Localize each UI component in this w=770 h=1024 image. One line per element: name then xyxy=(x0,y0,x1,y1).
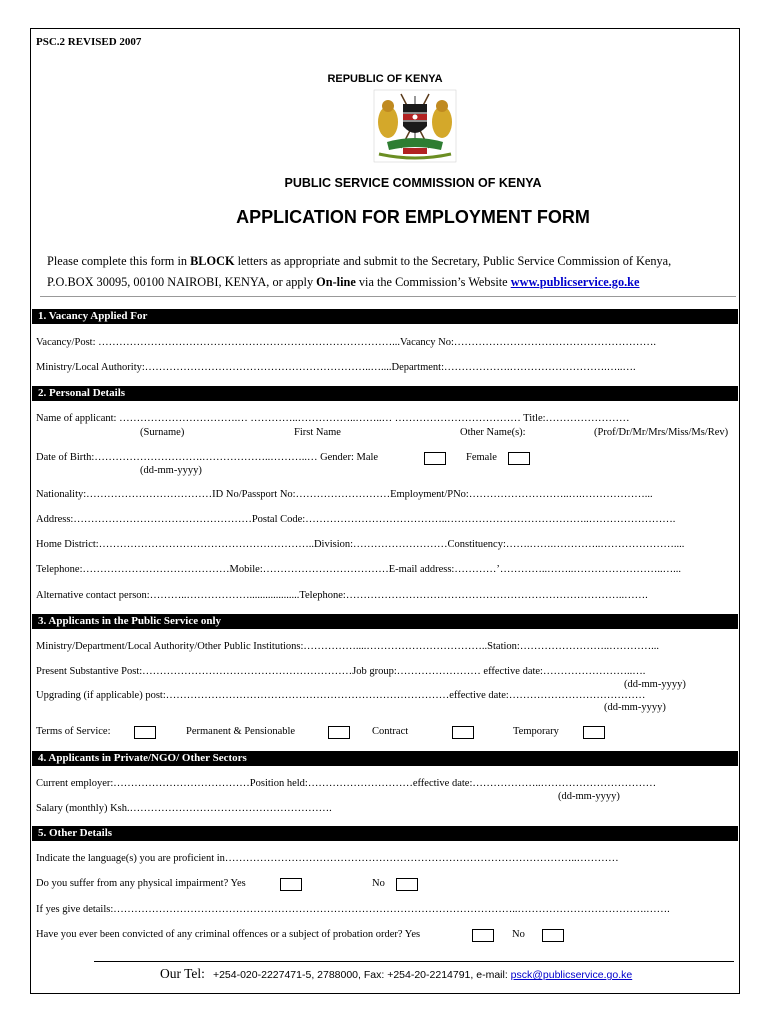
section-1-header: 1. Vacancy Applied For xyxy=(32,309,738,324)
website-link[interactable]: www.publicservice.go.ke xyxy=(510,275,640,289)
form-title: APPLICATION FOR EMPLOYMENT FORM xyxy=(236,207,590,227)
title-options-caption: (Prof/Dr/Mr/Mrs/Miss/Ms/Rev) xyxy=(594,427,729,438)
date-format-caption: (dd-mm-yyyy) xyxy=(624,679,686,690)
dob-format-caption: (dd-mm-yyyy) xyxy=(140,465,202,476)
first-name-caption: First Name xyxy=(294,427,341,438)
applicant-name-line[interactable]: Name of applicant: …………………………….… …………..……………..……..… ……………………………… Title:…………………… xyxy=(36,413,630,424)
section-5-header: 5. Other Details xyxy=(32,826,738,841)
public-institution-line[interactable]: Ministry/Department/Local Authority/Other Public Institutions:……………....……………………………..Station:……………………..…………... xyxy=(36,641,659,652)
gender-female-checkbox[interactable] xyxy=(508,452,530,465)
current-employer-line[interactable]: Current employer:…………………………………Position held:…………………………effective date:………………..…………………………… xyxy=(36,778,657,789)
intro-online-word: On-line xyxy=(316,275,356,289)
home-district-line[interactable]: Home District:……………………………………………………..Division:………………………Constituency:…….…….…………..………………….... xyxy=(36,539,685,550)
other-names-caption: Other Name(s): xyxy=(460,427,526,438)
footer-divider xyxy=(94,961,734,962)
coat-of-arms-icon xyxy=(371,86,459,164)
impairment-details-line[interactable]: If yes give details:……………………………………………………………………………………………………..……………………………….……. xyxy=(36,904,670,915)
conviction-no-checkbox[interactable] xyxy=(542,929,564,942)
conviction-no-label: No xyxy=(512,929,525,940)
conviction-question: Have you ever been convicted of any criminal offences or a subject of probation order? Yes xyxy=(36,929,421,940)
form-code: PSC.2 REVISED 2007 xyxy=(36,36,142,48)
languages-line[interactable]: Indicate the language(s) you are proficient in………………………………………………………………………………………..………… xyxy=(36,853,619,864)
gender-female-label: Female xyxy=(466,452,497,463)
intro-text: via the Commission’s Website xyxy=(355,275,511,289)
terms-of-service-label: Terms of Service: xyxy=(36,726,111,737)
our-tel-label: Our Tel: xyxy=(160,966,205,981)
terms-permanent-checkbox[interactable] xyxy=(134,726,156,739)
intro-text: P.O.BOX 30095, 00100 NAIROBI, KENYA, or apply xyxy=(47,275,317,289)
impairment-question: Do you suffer from any physical impairment? Yes xyxy=(36,878,246,889)
salary-line[interactable]: Salary (monthly) Ksh.…………………………………………………. xyxy=(36,803,332,814)
form-page xyxy=(30,28,740,994)
terms-temporary-checkbox[interactable] xyxy=(452,726,474,739)
date-format-caption: (dd-mm-yyyy) xyxy=(604,702,666,713)
telephone-line[interactable]: Telephone:……………………………………Mobile:………………………………E-mail address:…………’…………..……..……………………..…... xyxy=(36,564,681,575)
section-3-header: 3. Applicants in the Public Service only xyxy=(32,614,738,629)
contact-numbers: +254-020-2227471-5, 2788000, Fax: +254-20-2214791, e-mail: xyxy=(212,969,511,981)
conviction-yes-checkbox[interactable] xyxy=(472,929,494,942)
dob-line[interactable]: Date of Birth:………………………….………………..………..… Gender: Male xyxy=(36,452,379,463)
date-format-caption: (dd-mm-yyyy) xyxy=(558,791,620,802)
impairment-no-label: No xyxy=(372,878,385,889)
temporary-label: Temporary xyxy=(513,726,559,737)
address-line[interactable]: Address:……………………………………………Postal Code:…………………………………..…………………………………..……………………. xyxy=(36,514,676,525)
permanent-label: Permanent & Pensionable xyxy=(186,726,296,737)
nationality-line[interactable]: Nationality:………………………………ID No/Passport No:………………………Employment/PNo:………………………..….………………... xyxy=(36,489,653,500)
surname-caption: (Surname) xyxy=(140,427,185,438)
vacancy-field-line[interactable]: Vacancy/Post: …………………………………………………………………………...Vacancy No:…………………………………………………. xyxy=(36,337,657,348)
gender-male-checkbox[interactable] xyxy=(424,452,446,465)
terms-contract-checkbox[interactable] xyxy=(328,726,350,739)
section-4-header: 4. Applicants in Private/NGO/ Other Sectors xyxy=(32,751,738,766)
contract-label: Contract xyxy=(372,726,409,737)
terms-temporary-box[interactable] xyxy=(583,726,605,739)
impairment-no-checkbox[interactable] xyxy=(396,878,418,891)
intro-block-word: BLOCK xyxy=(190,254,235,268)
republic-heading: REPUBLIC OF KENYA xyxy=(327,73,443,85)
commission-heading: PUBLIC SERVICE COMMISSION OF KENYA xyxy=(284,176,542,190)
intro-text: Please complete this form in xyxy=(47,254,191,268)
intro-line-2 xyxy=(47,275,639,290)
impairment-yes-checkbox[interactable] xyxy=(280,878,302,891)
footer-contacts xyxy=(160,965,632,983)
ministry-field-line[interactable]: Ministry/Local Authority:………………………………………………………..…....Department:……………….……………………….…..…. xyxy=(36,362,636,373)
upgrading-post-line[interactable]: Upgrading (if applicable) post:………………………………………………………………………effective date:………………………………… xyxy=(36,690,646,701)
email-link[interactable]: psck@publicservice.go.ke xyxy=(510,969,633,981)
intro-text: letters as appropriate and submit to the Secretary, Public Service Commission of Kenya, xyxy=(234,254,672,268)
substantive-post-line[interactable]: Present Substantive Post:……………………………………………………Job group:…………………… effective date:……………………..…. xyxy=(36,666,646,677)
divider xyxy=(40,296,736,297)
section-2-header: 2. Personal Details xyxy=(32,386,738,401)
intro-line-1 xyxy=(47,254,671,269)
alternative-contact-line[interactable]: Alternative contact person:………..………………...................Telephone:……………………………………………………………………..……. xyxy=(36,590,648,601)
